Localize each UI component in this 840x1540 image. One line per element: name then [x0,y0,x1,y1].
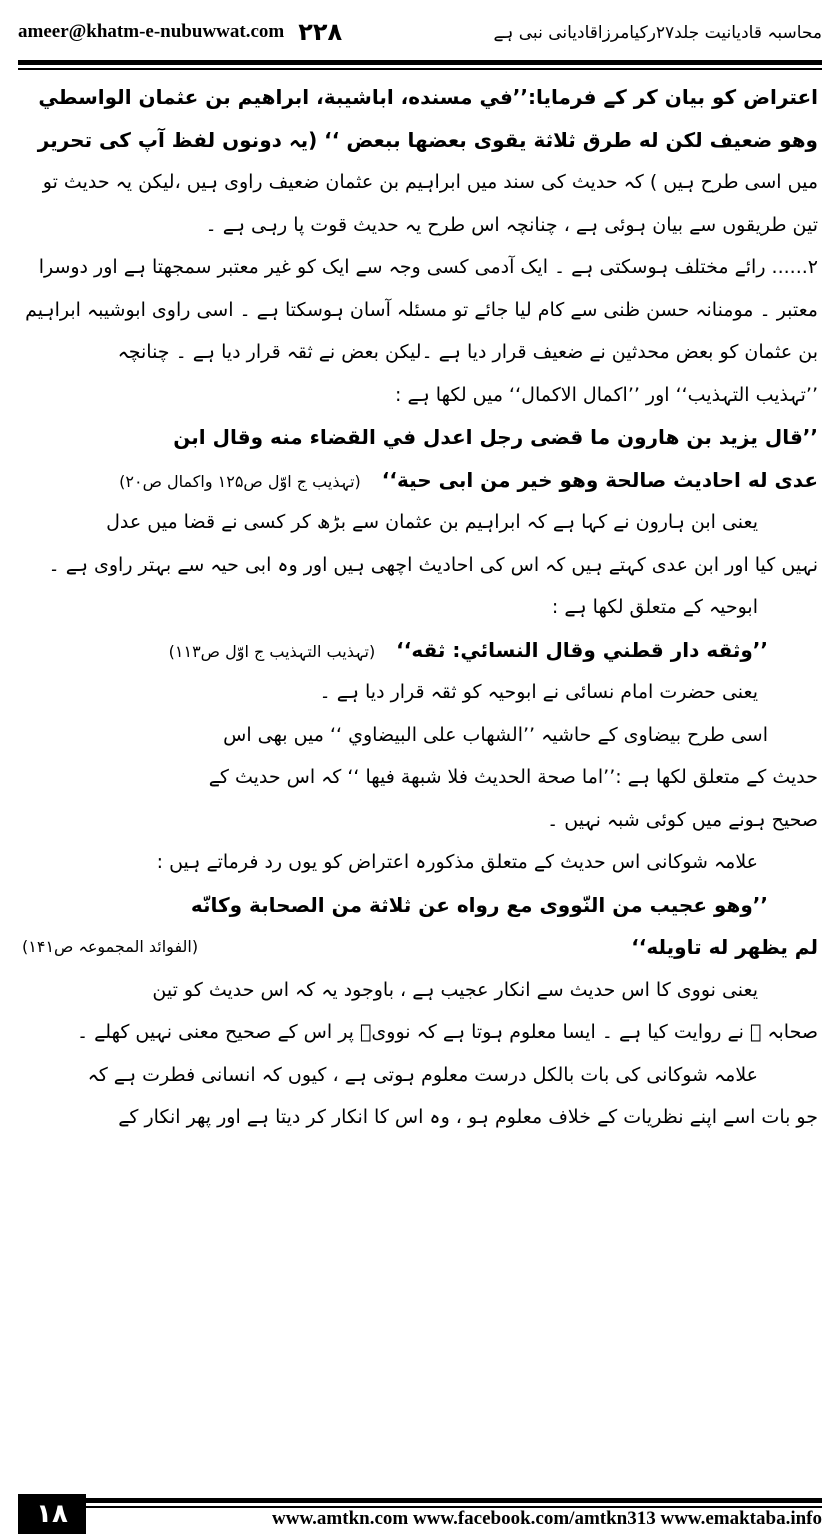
text-line: نہیں کیا اور ابن عدی کہتے ہیں کہ اس کی احادیث اچھی ہیں اور وہ ابی حیہ سے بہتر راوی ہے ۔ [48,553,818,576]
page-body [22,76,818,1481]
text-line: یعنی نووی کا اس حدیث سے انکار عجیب ہے ، باوجود یہ کہ اس حدیث کو تین [152,978,758,1001]
quote-text: عدى له احاديث صالحة وهو خير من ابى حية‘‘ [381,467,818,492]
text-line: اعتراض کو بیان کر کے فرمایا:’’في مسنده، اباشيبة، ابراهيم بن عثمان الواسطي [38,85,818,109]
citation: (الفوائد المجموعہ ص۱۴۱) [22,937,199,956]
text-line: اسی طرح بیضاوی کے حاشیہ ’’الشهاب على البيضاوي ‘‘ میں بھی اس [223,723,768,746]
header-email[interactable]: ameer@khatm-e-nubuwwat.com [18,21,285,42]
text-line: معتبر ۔ مومنانہ حسن ظنی سے کام لیا جائے تو مسئلہ آسان ہوسکتا ہے ۔ اسی راوی ابوشیبہ ابراہیم [25,298,818,321]
text-line: تین طریقوں سے بیان ہوئی ہے ، چنانچہ اس طرح یہ حدیث قوت پا رہی ہے ۔ [205,213,818,236]
citation: (تہذیب ج اوّل ص۱۲۵ واکمال ص۲۰) [119,471,361,491]
arabic-quote-line [22,459,818,502]
text-line: بن عثمان کو بعض محدثین نے ضعیف قرار دیا ہے ۔لیکن بعض نے ثقہ قرار دیا ہے ۔ چنانچہ [117,341,818,363]
header-title: محاسبہ قادیانیت جلد۲۷رکیامرزاقادیانی نبی ہے [493,22,822,43]
text-line: علامہ شوکانی کی بات بالکل درست معلوم ہوتی ہے ، کیوں کہ انسانی فطرت ہے کہ [87,1063,758,1086]
text-line: یعنی حضرت امام نسائی نے ابوحیہ کو ثقہ قرار دیا ہے ۔ [319,681,758,703]
text-line: میں اسی طرح ہیں ) کہ حدیث کی سند میں ابراہیم بن عثمان ضعیف راوی ہیں ،لیکن یہ حدیث تو [42,171,818,193]
footer-links[interactable]: www.amtkn.com www.facebook.com/amtkn313 www.emaktaba.info [272,1508,822,1529]
text-line: ۲...... رائے مختلف ہوسکتی ہے ۔ ایک آدمی کسی وجہ سے ایک کو غیر معتبر سمجھتا ہے اور دوسرا [38,256,818,278]
text-line: صحابہ ؓ نے روایت کیا ہے ۔ ایسا معلوم ہوتا ہے کہ نوویؒ پر اس کے صحیح معنی نہیں کھلے ۔ [76,1021,818,1043]
text-line: علامہ شوکانی اس حدیث کے متعلق مذکورہ اعتراض کو یوں رد فرماتے ہیں : [156,851,758,873]
header-page-number: ۲۲۸ [298,18,343,46]
arabic-quote-line: ’’وهو عجيب من النّووى مع رواه عن ثلاثة من الصحابة وكانّه [190,892,768,917]
arabic-quote-line [22,629,818,672]
header-rule-thin [18,68,822,70]
text-line: یعنی ابن ہارون نے کہا ہے کہ ابراہیم بن عثمان سے بڑھ کر کسی نے قضا میں عدل [106,511,758,533]
citation: (تہذیب التہذیب ج اوّل ص۱۱۳) [168,641,376,661]
footer-rule [18,1498,822,1503]
text-line: وهو ضعيف لكن له طرق ثلاثة يقوى بعضها ببعض ‘‘ (یہ دونوں لفظ آپ کی تحریر [37,127,818,152]
text-line: حدیث کے متعلق لکھا ہے :’’اما صحة الحديث فلا شبهة فيها ‘‘ کہ اس حدیث کے [208,766,818,788]
page-footer [18,1494,822,1534]
header-rule [18,60,822,65]
text-line: جو بات اسے اپنے نظریات کے خلاف معلوم ہو ، وہ اس کا انکار کر دیتا ہے اور پھر انکار کے [118,1106,818,1128]
quote-text: ’’وثقه دار قطني وقال النسائي: ثقه‘‘ [396,637,768,662]
arabic-quote-line [22,926,818,969]
page-header [18,6,822,58]
footer-page-number: ۱۸ [18,1494,86,1534]
text-line: ’’تہذیب التہذیب‘‘ اور ’’اکمال الاکمال‘‘ میں لکھا ہے : [395,383,818,406]
arabic-quote-line: ’’قال يزيد بن هارون ما قضى رجل اعدل في القضاء منه وقال ابن [173,425,818,449]
quote-text: لم يظهر له تاويله‘‘ [631,935,818,959]
text-line: صحیح ہونے میں کوئی شبہ نہیں ۔ [547,808,818,831]
text-line: ابوحیہ کے متعلق لکھا ہے : [551,596,758,618]
